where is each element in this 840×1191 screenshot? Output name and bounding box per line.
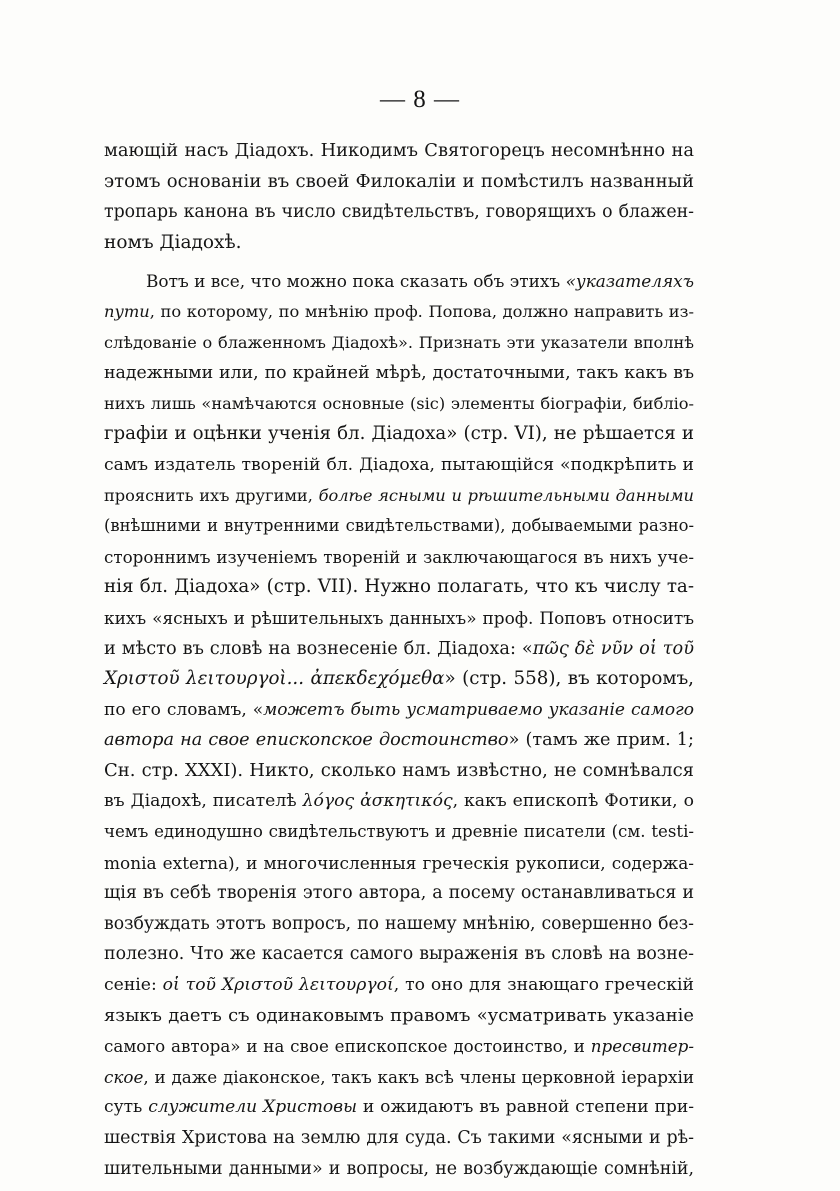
text-line: ское, и даже діаконское, такъ какъ всѣ члены церковной іерархіи (104, 1066, 694, 1087)
text-line: Χριστοῦ λειτουργοὶ... ἀπεκδεχόμεθα» (стр. 558), въ которомъ, (104, 668, 694, 690)
text-line: Сн. стр. XXXI). Никто, сколько намъ извѣстно, не сомнѣвался (104, 759, 694, 781)
text-line: по его словамъ, «можетъ быть усматриваемо указаніе самого (104, 699, 694, 720)
text-line: слѣдованіе о блаженномъ Діадохѣ». Признать эти указатели вполнѣ (104, 332, 694, 352)
text-line: щія въ себѣ творенія этого автора, а посему останавливаться и (104, 883, 694, 904)
text-line: автора на свое епископское достоинство» (тамъ же прим. 1; (104, 730, 694, 751)
greek-quote: Χριστοῦ λειτουργοὶ... ἀπεκδεχόμεθα (104, 668, 445, 690)
greek-quote: πῶς δὲ νῦν οἱ τοῦ (532, 638, 694, 659)
italic-phrase: болѣе ясными и рѣшительными данными (318, 485, 694, 505)
text-line: номъ Діадохѣ. (104, 231, 242, 253)
paragraph-2 (104, 266, 694, 1184)
text-line: шительными данными» и вопросы, не возбуждающіе сомнѣній, (104, 1158, 694, 1179)
text-line: нія бл. Діадоха» (стр. VII). Нужно полагать, что къ числу та- (104, 576, 694, 598)
body-text (104, 136, 694, 1184)
text-line: мающій насъ Діадохъ. Никодимъ Святогорецъ несомнѣнно на (104, 140, 694, 161)
text-line: этомъ основаніи въ своей Филокаліи и помѣстилъ названный (104, 170, 694, 192)
text-line: сеніе: οἱ τοῦ Χριστοῦ λειτουργοί, то оно для знающаго греческій (104, 975, 694, 996)
italic-phrase: можетъ быть усматриваемо указаніе самого (263, 699, 694, 720)
text-line: тропарь канона въ число свидѣтельствъ, говорящихъ о блажен- (104, 202, 694, 223)
text-line: Вотъ и все, что можно пока сказать объ этихъ «указателяхъ (146, 271, 694, 292)
italic-phrase: автора на свое епископское достоинство (104, 730, 509, 751)
greek-quote: λόγος ἀσκητικός (302, 791, 453, 812)
text-line: и мѣсто въ словѣ на вознесеніе бл. Діадоха: «πῶς δὲ νῦν οἱ τοῦ (104, 638, 694, 659)
text-line: стороннимъ изученіемъ твореній и заключающагося въ нихъ уче- (104, 546, 694, 567)
text-line: шествія Христова на землю для суда. Съ такими «ясными и рѣ- (104, 1128, 694, 1148)
page-number: — 8 — (380, 86, 460, 113)
text-line: чемъ единодушно свидѣтельствуютъ и древніе писатели (см. testi- (104, 822, 694, 842)
italic-phrase: пути (104, 301, 150, 321)
text-line: самого автора» и на свое епископское достоинство, и пресвитер- (104, 1036, 694, 1057)
text-line: (внѣшними и внутренними свидѣтельствами), добываемыми разно- (104, 516, 694, 536)
text-line: кихъ «ясныхъ и рѣшительныхъ данныхъ» проф. Поповъ относитъ (104, 607, 694, 628)
text-line: надежными или, по крайней мѣрѣ, достаточными, такъ какъ въ (104, 363, 694, 384)
text-line: графіи и оцѣнки ученія бл. Діадоха» (стр. VI), не рѣшается и (104, 423, 694, 445)
italic-phrase: ское (104, 1066, 144, 1087)
text-line: monia externa), и многочисленныя греческія рукописи, содержа- (104, 852, 694, 873)
text-line: полезно. Что же касается самого выраженія въ словѣ на возне- (104, 944, 694, 965)
text-line: нихъ лишь «намѣчаются основные (sic) элементы біографіи, библіо- (104, 393, 694, 413)
text-line: возбуждать этотъ вопросъ, по нашему мнѣнію, совершенно без- (104, 913, 694, 934)
text-line: въ Діадохѣ, писателѣ λόγος ἀσκητικός, какъ епископѣ Фотики, о (104, 791, 694, 812)
text-line: пути, по которому, по мнѣнію проф. Попова, должно направить из- (104, 301, 694, 321)
italic-phrase: пресвитер- (590, 1036, 694, 1057)
text-line: суть служители Христовы и ожидаютъ въ равной степени при- (104, 1097, 694, 1118)
paragraph-1 (104, 136, 694, 258)
greek-quote: οἱ τοῦ Χριστοῦ λειτουργοί (162, 975, 394, 996)
italic-phrase: служители Христовы (148, 1097, 358, 1118)
text-line: самъ издатель твореній бл. Діадоха, пытающійся «подкрѣпить и (104, 454, 694, 475)
text-line: прояснить ихъ другими, болѣе ясными и рѣшительными данными (104, 485, 694, 505)
text-line: языкъ даетъ съ одинаковымъ правомъ «усматривать указаніе (104, 1004, 694, 1026)
italic-phrase: «указателяхъ (565, 271, 694, 292)
